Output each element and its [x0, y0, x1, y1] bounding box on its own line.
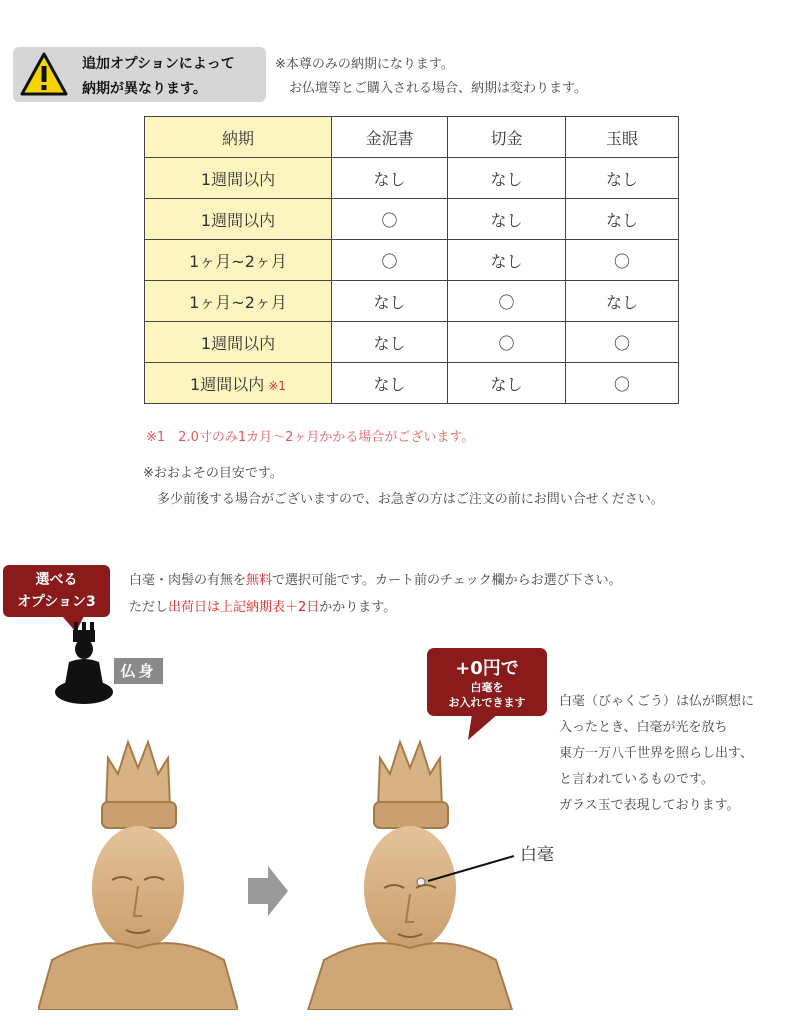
cell-gyokugan: なし — [566, 281, 679, 322]
header-kirikane: 切金 — [448, 117, 566, 158]
delivery-table — [144, 116, 679, 404]
option3-free-label: 無料 — [246, 573, 273, 588]
cell-kirikane: なし — [448, 363, 566, 404]
table-row — [145, 240, 679, 281]
cell-gyokugan: なし — [566, 158, 679, 199]
cell-kindeisho: なし — [332, 158, 448, 199]
cell-kindeisho: なし — [332, 363, 448, 404]
byakugo-description: 白毫（びゃくごう）は仏が瞑想に 入ったとき、白毫が光を放ち 東方一万八千世界を照らし出す、 と言われているものです。 ガラス玉で表現しております。 — [559, 694, 755, 813]
price-badge-line2: お入れできます — [448, 696, 526, 709]
cell-gyokugan: なし — [566, 199, 679, 240]
footnote-estimate-line1: ※おおよその目安です。 — [143, 466, 283, 481]
price-badge-amount: +0円で — [455, 658, 519, 679]
table-row — [145, 322, 679, 363]
cell-delivery: 1週間以内 — [145, 158, 332, 199]
header-gyokugan: 玉眼 — [566, 117, 679, 158]
cell-kirikane: 〇 — [448, 322, 566, 363]
cell-delivery: 1週間以内 — [145, 199, 332, 240]
price-badge-line1: 白毫を — [470, 681, 504, 694]
option3-text-line1 — [129, 569, 622, 588]
cell-kindeisho: 〇 — [332, 240, 448, 281]
table-row — [145, 158, 679, 199]
statue-with-byakugo-image — [300, 738, 520, 1010]
price-badge — [427, 648, 547, 716]
option3-text1-a: 白毫・肉髻の有無を — [129, 573, 247, 588]
header-kindeisho: 金泥書 — [332, 117, 448, 158]
cell-delivery — [145, 363, 332, 404]
option3-text2-a: ただし — [129, 600, 169, 615]
table-row — [145, 281, 679, 322]
cell-kirikane: 〇 — [448, 281, 566, 322]
footnote-estimate — [143, 461, 664, 513]
table-header-row — [145, 117, 679, 158]
warning-title: 追加オプションによって 納期が異なります。 — [82, 56, 235, 97]
busshin-label: 仏身 — [114, 658, 163, 684]
footnote-estimate-line2: 多少前後する場合がございますので、お急ぎの方はご注文の前にお問い合せください。 — [157, 492, 664, 507]
cell-delivery: 1週間以内 — [145, 322, 332, 363]
cell-delivery: 1ヶ月~2ヶ月 — [145, 240, 332, 281]
price-badge-tail — [468, 714, 498, 740]
cell-kirikane: なし — [448, 199, 566, 240]
footnote-1: ※1 2.0寸のみ1カ月～2ヶ月かかる場合がございます。 — [146, 430, 475, 445]
table-row — [145, 363, 679, 404]
warning-icon — [20, 52, 68, 96]
header-delivery: 納期 — [145, 117, 332, 158]
cell-delivery-text: 1週間以内 — [190, 374, 265, 394]
cell-kindeisho: 〇 — [332, 199, 448, 240]
delivery-note — [275, 53, 587, 101]
arrow-right-icon — [248, 866, 288, 916]
delivery-note-line2: お仏壇等とご購入される場合、納期は変わります。 — [289, 81, 587, 96]
footnote-mark: ※1 — [268, 378, 286, 393]
byakugo-callout-label: 白毫 — [520, 845, 554, 865]
delivery-note-line1: ※本尊のみの納期になります。 — [275, 57, 454, 72]
option3-shipping-note: 出荷日は上記納期表＋2日 — [168, 600, 320, 615]
option3-text2-b: かかります。 — [319, 600, 397, 615]
cell-kindeisho: なし — [332, 281, 448, 322]
cell-kirikane: なし — [448, 158, 566, 199]
option3-text-line2 — [129, 596, 396, 615]
statue-without-byakugo-image — [38, 738, 238, 1010]
cell-gyokugan: 〇 — [566, 240, 679, 281]
option3-badge: 選べる オプション3 — [3, 565, 110, 617]
cell-gyokugan: 〇 — [566, 322, 679, 363]
cell-gyokugan: 〇 — [566, 363, 679, 404]
buddha-silhouette-icon — [55, 622, 115, 706]
option3-text1-b: で選択可能です。カート前のチェック欄からお選び下さい。 — [272, 573, 622, 588]
cell-delivery: 1ヶ月~2ヶ月 — [145, 281, 332, 322]
cell-kindeisho: なし — [332, 322, 448, 363]
cell-kirikane: なし — [448, 240, 566, 281]
table-row — [145, 199, 679, 240]
